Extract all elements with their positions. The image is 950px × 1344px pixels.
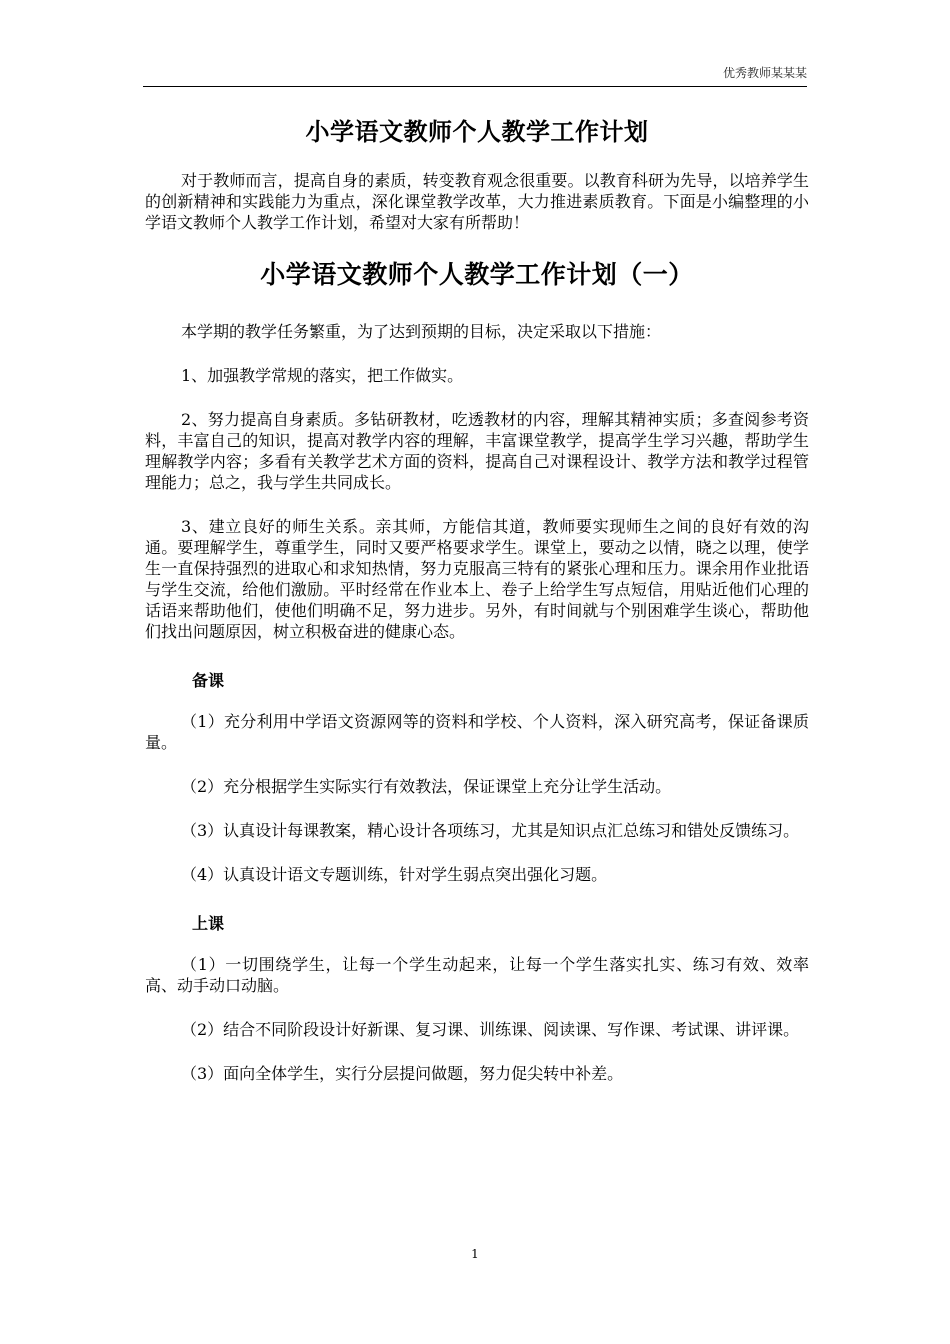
paragraph: 1、加强教学常规的落实，把工作做实。 (181, 366, 464, 385)
class-item: （1）一切围绕学生，让每一个学生动起来，让每一个学生落实扎实、练习有效、效率高、动手动口动脑。 (145, 955, 809, 995)
subheading-class: 上课 (192, 914, 225, 933)
page-number: 1 (471, 1247, 479, 1261)
paragraph: 2、努力提高自身素质。多钻研教材，吃透教材的内容，理解其精神实质；多查阅参考资料，丰富自己的知识，提高对教学内容的理解，丰富课堂教学，提高学生学习兴趣，帮助学生理解教学内容；多看有关教学艺术方面的资料，提高自己对课程设计、教学方法和教学过程管理能力；总之，我与学生共同成长。 (145, 410, 809, 492)
section-title: 小学语文教师个人教学工作计划（一） (260, 260, 694, 289)
class-item: （2）结合不同阶段设计好新课、复习课、训练课、阅读课、写作课、考试课、讲评课。 (181, 1020, 800, 1039)
document-title: 小学语文教师个人教学工作计划 (305, 117, 649, 146)
prep-item: （2）充分根据学生实际实行有效教法，保证课堂上充分让学生活动。 (181, 777, 672, 796)
header-author: 优秀教师某某某 (722, 66, 807, 80)
document-body (145, 114, 809, 1084)
paragraph: 3、建立良好的师生关系。亲其师，方能信其道，教师要实现师生之间的良好有效的沟通。要理解学生，尊重学生，同时又要严格要求学生。课堂上，要动之以情，晓之以理，使学生一直保持强烈的进取心和求知热情，努力克服高三特有的紧张心理和压力。课余用作业批语与学生交流，给他们激励。平时经常在作业本上、卷子上给学生写点短信，用贴近他们心理的话语来帮助他们，使他们明确不足，努力进步。另外，有时间就与个别困难学生谈心，帮助他们找出问题原因，树立积极奋进的健康心态。 (145, 517, 809, 641)
prep-item: （4）认真设计语文专题训练，针对学生弱点突出强化习题。 (181, 865, 608, 884)
subheading-prep: 备课 (192, 671, 225, 690)
prep-item: （3）认真设计每课教案，精心设计各项练习，尤其是知识点汇总练习和错处反馈练习。 (181, 821, 800, 840)
page-header (143, 62, 807, 87)
intro-paragraph: 对于教师而言，提高自身的素质，转变教育观念很重要。以教育科研为先导，以培养学生的创新精神和实践能力为重点，深化课堂教学改革，大力推进素质教育。下面是小编整理的小学语文教师个人教学工作计划，希望对大家有所帮助！ (145, 171, 809, 232)
paragraph: 本学期的教学任务繁重，为了达到预期的目标，决定采取以下措施： (181, 322, 662, 341)
prep-item: （1）充分利用中学语文资源网等的资料和学校、个人资料，深入研究高考，保证备课质量。 (145, 712, 809, 752)
class-item: （3）面向全体学生，实行分层提问做题，努力促尖转中补差。 (181, 1064, 624, 1083)
